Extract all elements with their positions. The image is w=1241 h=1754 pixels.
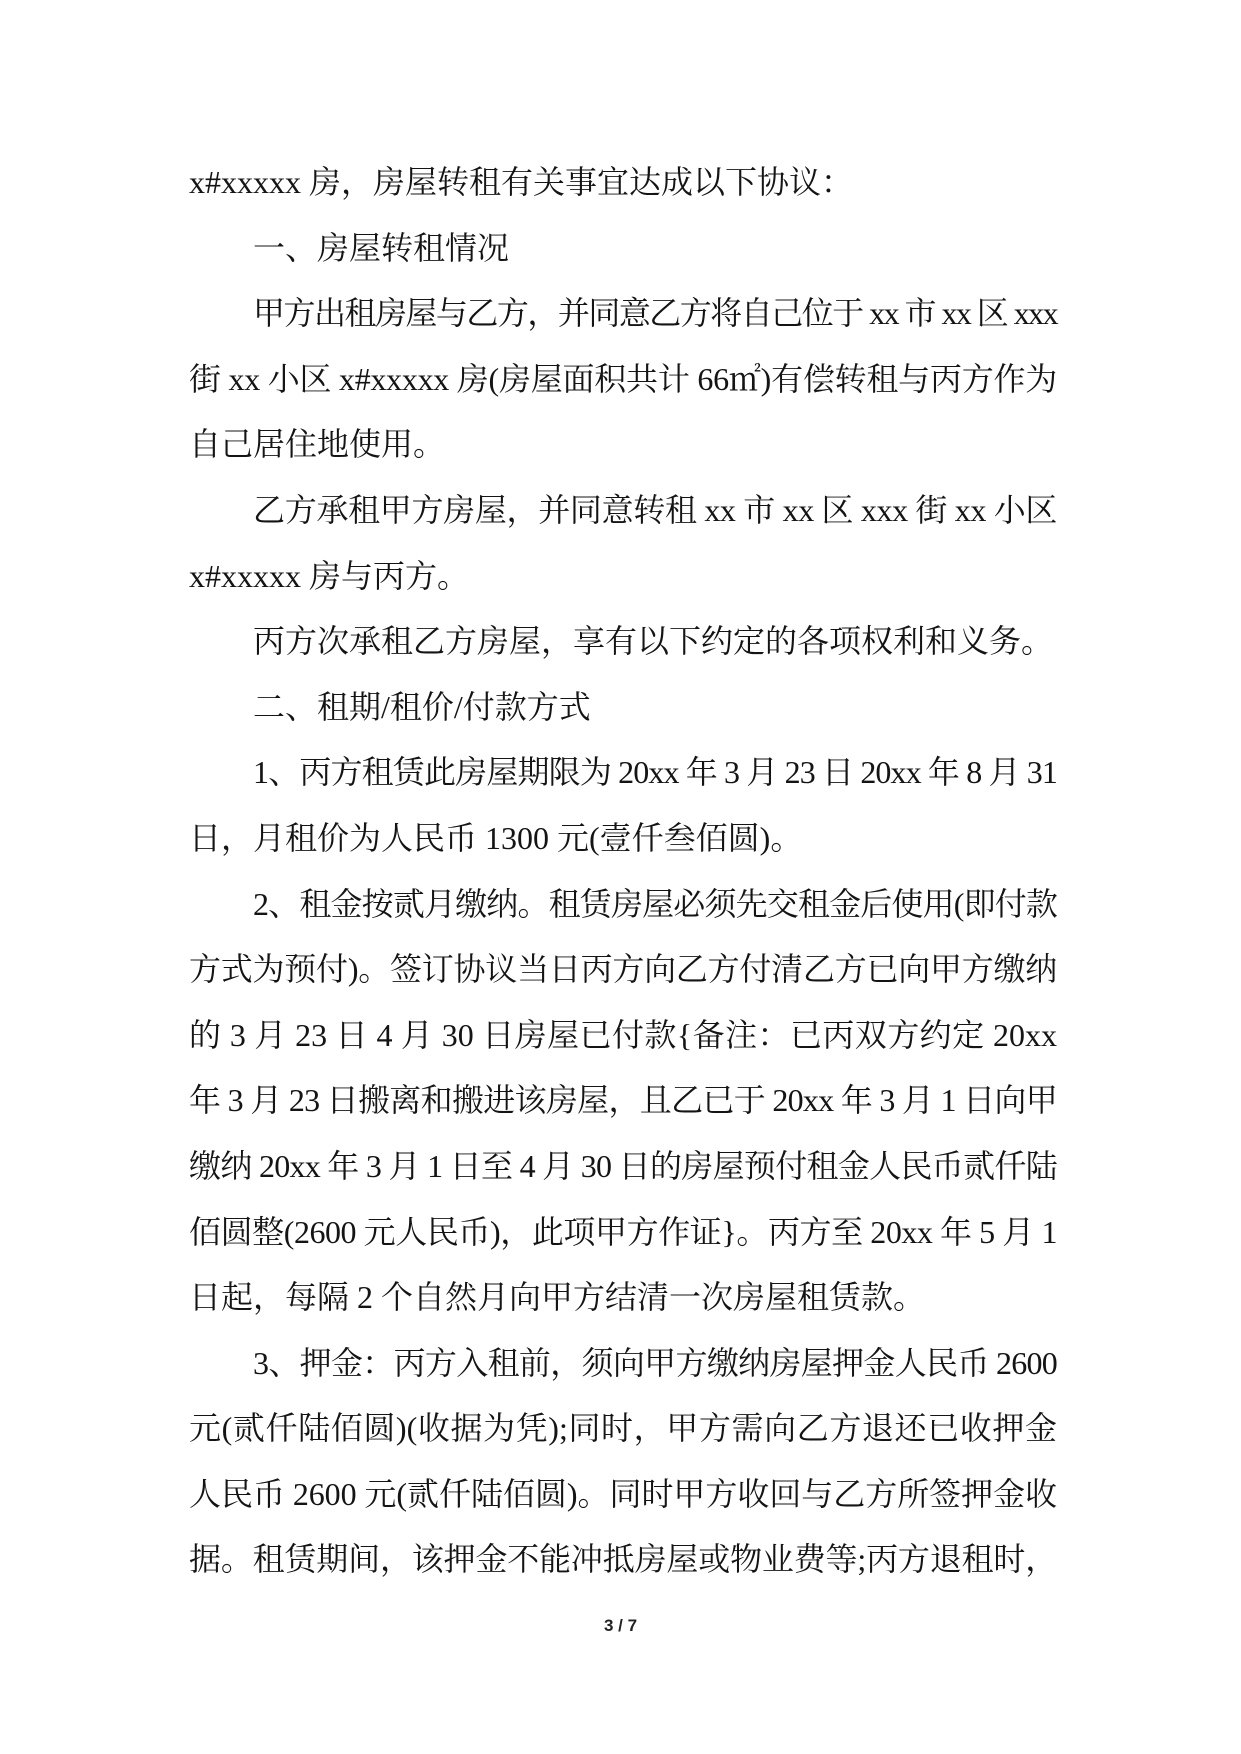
page-number: 3 / 7	[603, 1616, 638, 1635]
paragraph-line: 据。租赁期间，该押金不能冲抵房屋或物业费等;丙方退租时，	[189, 1541, 1057, 1578]
paragraph-line: 甲方出租房屋与乙方，并同意乙方将自己位于 xx 市 xx 区 xxx	[253, 295, 1057, 332]
paragraph-line: 佰圆整(2600 元人民币)，此项甲方作证}。丙方至 20xx 年 5 月 1	[189, 1213, 1057, 1250]
paragraph	[189, 740, 1057, 871]
paragraph-line: 乙方承租甲方房屋，并同意转租 xx 市 xx 区 xxx 街 xx 小区	[253, 491, 1057, 528]
paragraph	[189, 150, 1057, 216]
section-heading	[189, 675, 1057, 741]
paragraph-line: 日，月租价为人民币 1300 元(壹仟叁佰圆)。	[189, 819, 803, 856]
paragraph-line: 缴纳 20xx 年 3 月 1 日至 4 月 30 日的房屋预付租金人民币贰仟陆	[189, 1147, 1057, 1184]
paragraph-line: 自己居住地使用。	[189, 426, 446, 463]
paragraph-line: 3、押金：丙方入租前，须向甲方缴纳房屋押金人民币 2600	[253, 1344, 1057, 1381]
paragraph-line: x#xxxxx 房与丙方。	[189, 557, 470, 594]
paragraph-line: 年 3 月 23 日搬离和搬进该房屋，且乙已于 20xx 年 3 月 1 日向甲	[189, 1082, 1057, 1119]
paragraph-line: 丙方次承租乙方房屋，享有以下约定的各项权利和义务。	[253, 623, 1054, 660]
paragraph-line: 街 xx 小区 x#xxxxx 房(房屋面积共计 66㎡)有偿转租与丙方作为	[189, 360, 1057, 397]
document-body	[189, 150, 1057, 1593]
paragraph	[189, 281, 1057, 478]
section-heading	[189, 216, 1057, 282]
paragraph-line: 的 3 月 23 日 4 月 30 日房屋已付款{备注：已丙双方约定 20xx	[189, 1016, 1057, 1053]
paragraph	[189, 478, 1057, 609]
paragraph	[189, 872, 1057, 1331]
heading-line: 二、租期/租价/付款方式	[253, 688, 591, 725]
paragraph-line: x#xxxxx 房，房屋转租有关事宜达成以下协议：	[189, 164, 854, 200]
paragraph-line: 日起，每隔 2 个自然月向甲方结清一次房屋租赁款。	[189, 1279, 926, 1316]
paragraph	[189, 1331, 1057, 1593]
paragraph-line: 2、租金按贰月缴纳。租赁房屋必须先交租金后使用(即付款	[253, 885, 1057, 922]
paragraph-line: 元(贰仟陆佰圆)(收据为凭);同时，甲方需向乙方退还已收押金	[189, 1410, 1057, 1447]
paragraph-line: 1、丙方租赁此房屋期限为 20xx 年 3 月 23 日 20xx 年 8 月 31	[253, 754, 1057, 791]
paragraph	[189, 609, 1057, 675]
heading-line: 一、房屋转租情况	[253, 229, 510, 266]
paragraph-line: 人民币 2600 元(贰仟陆佰圆)。同时甲方收回与乙方所签押金收	[189, 1475, 1057, 1512]
paragraph-line: 方式为预付)。签订协议当日丙方向乙方付清乙方已向甲方缴纳	[189, 951, 1057, 988]
